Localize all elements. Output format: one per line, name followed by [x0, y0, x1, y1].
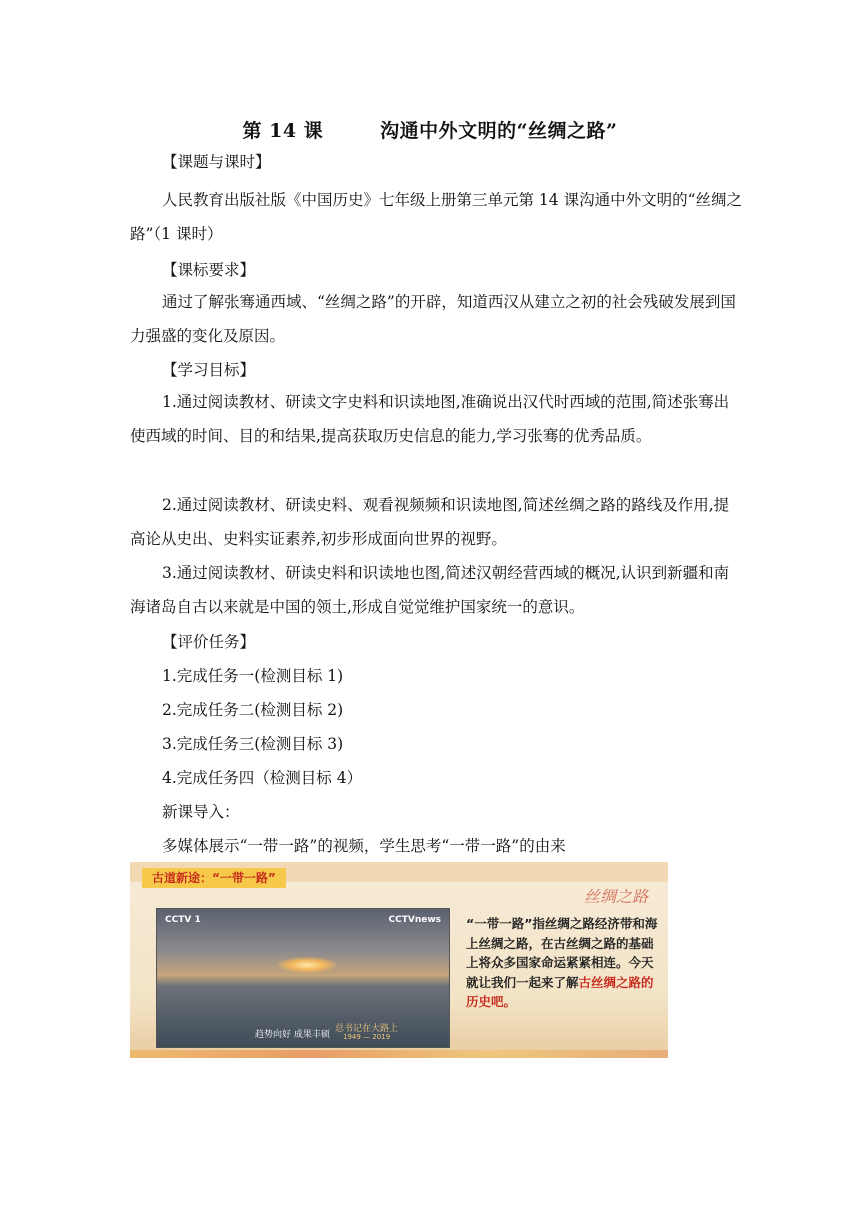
task-item-4: 4.完成任务四（检测目标 4）	[162, 769, 363, 787]
standard-paragraph: 通过了解张骞通西域、“丝绸之路”的开辟，知道西汉从建立之初的社会残破发展到国力强盛的变化及原因。	[130, 293, 736, 345]
video-thumbnail	[156, 908, 450, 1048]
task-item-2: 2.完成任务二(检测目标 2)	[162, 701, 344, 719]
goal-item-2: 2.通过阅读教材、研读史料、观看视频频和识读地图,简述丝绸之路的路线及作用,提高论从史出、史料实证素养,初步形成面向世界的视野。	[130, 496, 730, 548]
task-item-1: 1.完成任务一(检测目标 1)	[162, 667, 344, 685]
slide-description-main: “一带一路”指丝绸之路经济带和海上丝绸之路，在古丝绸之路的基础上将众多国家命运紧紧相连。今天就让我们一起来了解	[466, 916, 658, 990]
section-heading-tasks: 【评价任务】	[162, 633, 256, 651]
slide-bottom-decoration	[130, 1050, 668, 1058]
slide-tag: 古道新途：“一带一路”	[142, 868, 286, 888]
section-heading-goals: 【学习目标】	[162, 361, 256, 379]
intro-paragraph: 多媒体展示“一带一路”的视频，学生思考“一带一路”的由来	[162, 837, 566, 855]
goal-item-3: 3.通过阅读教材、研读史料和识读地也图,简述汉朝经营西域的概况,认识到新疆和南海诸岛自古以来就是中国的领土,形成自觉觉维护国家统一的意识。	[130, 564, 730, 616]
lesson-title: 第 14 课 沟通中外文明的“丝绸之路”	[242, 120, 618, 142]
video-caption-right: 总书记在大路上	[335, 1024, 399, 1034]
video-caption-left: 趋势向好 成果丰硕	[255, 1030, 330, 1040]
cctv-logo-left: CCTV 1	[165, 915, 201, 925]
slide-description	[466, 914, 662, 1012]
topic-paragraph: 人民教育出版社版《中国历史》七年级上册第三单元第 14 课沟通中外文明的“丝绸之路”（1 课时）	[130, 191, 743, 243]
task-item-3: 3.完成任务三(检测目标 3)	[162, 735, 344, 753]
intro-heading: 新课导入：	[162, 803, 240, 821]
goal-item-1: 1.通过阅读教材、研读文字史料和识读地图,准确说出汉代时西域的范围,简述张骞出使西域的时间、目的和结果,提高获取历史信息的能力,学习张骞的优秀品质。	[130, 393, 730, 445]
cctv-logo-right: CCTVnews	[388, 915, 441, 925]
slide-brand-text: 丝绸之路	[583, 887, 648, 906]
slide-description-highlight: 古丝绸之路的历史吧。	[466, 974, 654, 1009]
section-heading-standard: 【课标要求】	[162, 261, 256, 279]
sunset-glow	[277, 957, 337, 973]
multimedia-slide-image	[130, 862, 668, 1058]
section-heading-topic: 【课题与课时】	[162, 153, 271, 171]
video-caption-years: 1949 — 2019	[343, 1033, 391, 1041]
